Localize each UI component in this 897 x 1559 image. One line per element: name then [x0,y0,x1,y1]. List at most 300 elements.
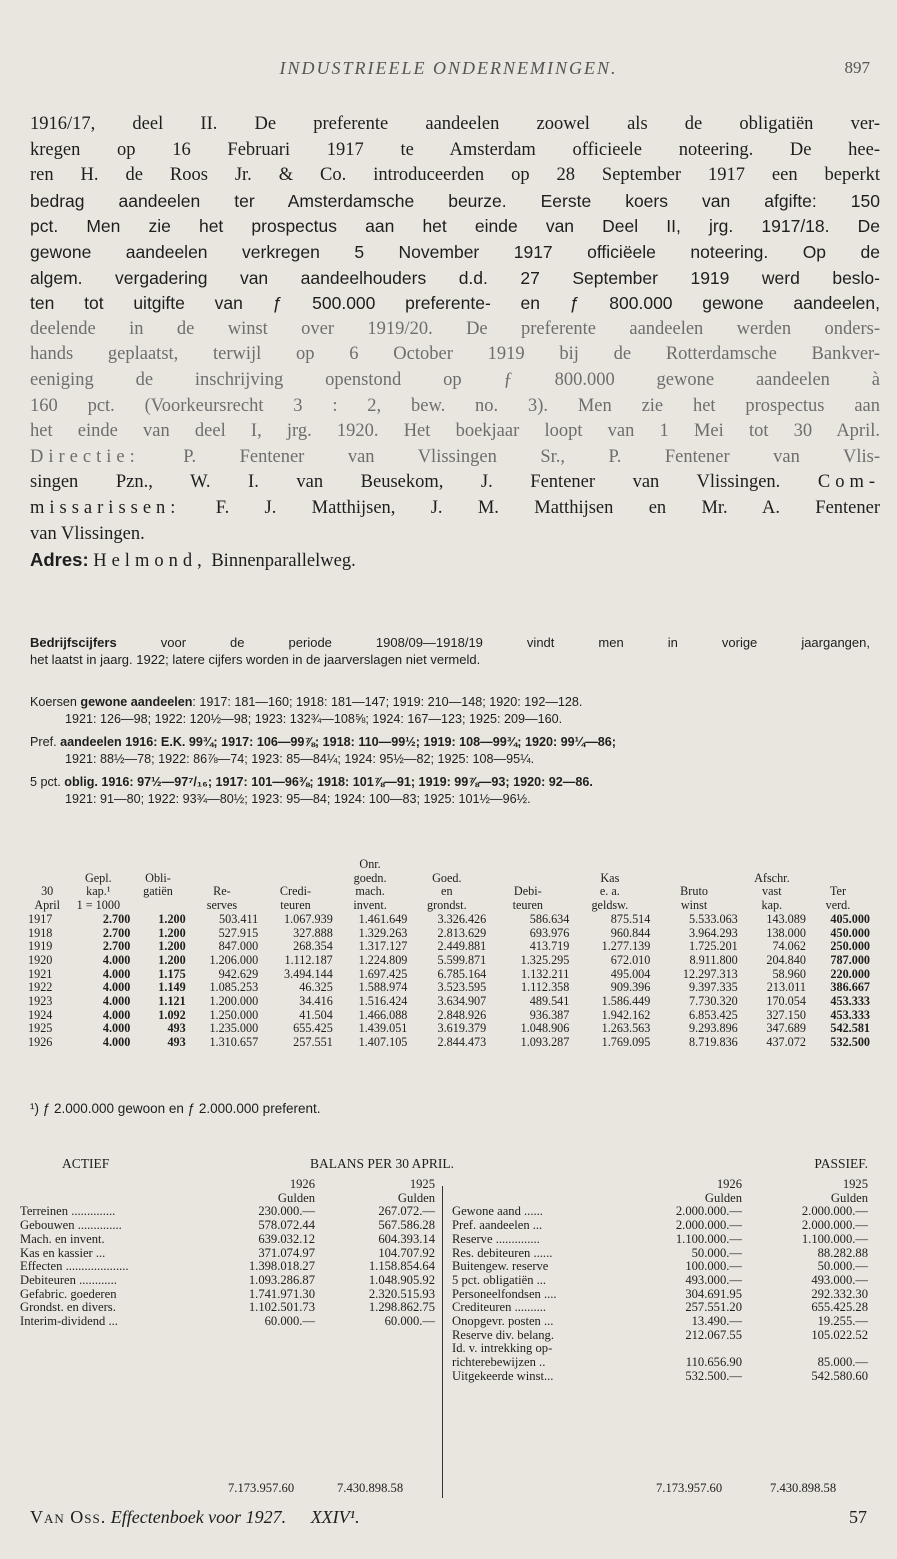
table-cell: 143.089 [766,911,806,926]
header-cell [28,872,66,886]
balance-item: Reserve .............. [452,1231,540,1246]
text-line: ten tot uitgifte van ƒ 500.000 preferente- en ƒ 800.000 gewone aandeelen, [30,293,880,314]
balance-row [452,1274,868,1288]
table-cell: 909.396 [610,980,651,995]
balance-item: Onopgevr. posten ... [452,1314,554,1329]
balance-sheet [20,1156,868,1495]
balance-row [452,1370,868,1384]
table-cell: 1.112.358 [521,980,570,995]
text-line: 1916/17, deel II. De preferente aandeelen zoowel als de obligatiën ver- [30,114,880,134]
header-cell: 1 = 1000 [76,898,121,913]
balance-item: Uitgekeerde winst... [452,1368,554,1383]
table-cell: 1.769.095 [601,1035,651,1050]
table-cell: 5.599.871 [437,952,487,967]
financial-table-header [28,858,870,913]
balance-value: 110.656.90 [685,1355,742,1370]
blank-cell [452,1178,642,1192]
table-cell: 1.329.263 [358,925,408,940]
table-cell: 942.629 [218,966,259,981]
table-cell: 1.149 [158,980,186,995]
balance-value: 257.551.20 [685,1300,742,1315]
text-line: 160 pct. (Voorkeursrecht 3 : 2, bew. no. 3). Men zie het prospectus aan [30,395,880,416]
table-cell: 1.516.424 [358,994,408,1009]
year-row [452,1178,868,1192]
header-cell [130,858,185,872]
table-cell: 1.725.201 [689,939,738,954]
company-description [30,112,880,575]
table-cell: 1922 [28,980,53,995]
balans-title: BALANS PER 30 APRIL. [310,1156,455,1171]
balance-value: 1.102.501.73 [248,1300,315,1315]
header-cell: Onr. [359,857,381,871]
header-cell: kap.¹ [86,884,111,899]
column-divider [442,1186,443,1498]
table-cell: 2.700 [102,939,131,954]
balance-item: richterebewijzen .. [452,1355,546,1370]
table-row [28,995,870,1009]
pref-label: Pref. [30,735,57,749]
table-cell: 4.000 [102,994,131,1009]
passief-heading: PASSIEF. [814,1156,868,1171]
balance-value: 2.000.000.— [801,1218,868,1233]
table-cell: 1.942.162 [601,1007,651,1022]
text-line: ren H. de Roos Jr. & Co. introduceerden op 28 September 1917 een beperkt [30,165,880,186]
balance-row [452,1219,868,1233]
header-cell [66,858,130,872]
text-line: eeniging de inschrijving openstond op ƒ 800.000 gewone aandeelen à [30,369,880,390]
table-cell: 1.439.051 [358,1021,408,1036]
directie-line-2 [30,470,880,496]
table-cell: 1920 [28,952,53,967]
passief-table [452,1178,868,1384]
table-cell: 1.277.139 [601,939,651,954]
header-cell: Debi- [513,884,542,899]
table-cell: 1.466.088 [358,1007,408,1022]
text-line: pct. Men zie het prospectus aan het einde van Deel II, jrg. 1917/18. De [30,216,880,237]
header-cell [738,858,806,872]
header-cell: Ter [829,884,846,899]
table-cell: 493 [167,1021,186,1036]
balance-value: 105.022.52 [811,1327,868,1342]
table-cell: 4.000 [102,980,131,995]
text-line: deelende in de winst over 1919/20. De preferente aandeelen werden onders- [30,318,880,339]
table-cell: 453.333 [830,1007,870,1022]
balance-value: 493.000.— [811,1272,868,1287]
adres-line [30,547,880,575]
table-cell: 3.964.293 [689,925,738,940]
table-cell: 1.263.563 [601,1021,651,1036]
header-cell: Gepl. [84,870,112,885]
header-cell [806,858,870,872]
table-cell: 34.416 [299,994,333,1009]
table-cell: 138.000 [766,925,806,940]
table-cell: 3.634.907 [437,994,487,1009]
balance-item: Gefabric. goederen [20,1286,117,1301]
table-cell: 8.719.836 [689,1035,738,1050]
table-cell: 960.844 [610,925,651,940]
table-cell: 1926 [28,1035,53,1050]
header-cell: kap. [761,898,783,913]
balance-item: Res. debiteuren ...... [452,1245,553,1260]
balance-row [20,1288,435,1302]
koers-bold: gewone aandeelen [76,695,193,709]
balance-value: 1.093.286.87 [248,1272,315,1287]
table-cell: 3.494.144 [284,966,333,981]
table-cell: 1.250.000 [209,1007,259,1022]
balance-row [20,1301,435,1315]
table-cell: 453.333 [830,994,870,1009]
balance-value: 50.000.— [691,1245,742,1260]
table-cell: 1919 [28,939,53,954]
table-cell: 4.000 [102,966,131,981]
balance-item: Pref. aandeelen ... [452,1218,543,1233]
header-cell [258,872,333,886]
adres-label: Adres: [30,549,89,571]
header-cell: winst [680,898,708,913]
header-cell: mach. [355,884,385,899]
balance-item: Id. v. intrekking op- [452,1341,553,1356]
table-cell: 3.523.595 [437,980,487,995]
text-line: het einde van deel I, jrg. 1920. Het boekjaar loopt van 1 Mei tot 30 April. [30,421,880,442]
table-cell: 1.697.425 [358,966,408,981]
header-cell: Credi- [279,884,312,899]
table-cell: 4.000 [102,1035,131,1050]
balance-value: 304.691.95 [685,1286,742,1301]
page-number: 897 [844,58,870,77]
table-cell: 450.000 [830,925,870,940]
table-cell: 2.449.881 [437,939,487,954]
balance-item: 5 pct. obligatiën ... [452,1272,547,1287]
year-cell: 1926 [289,1177,315,1191]
year-cell: 1926 [716,1177,742,1191]
table-cell: 12.297.313 [682,966,738,981]
table-cell: 493 [167,1035,186,1050]
table-cell: 1917 [28,911,53,926]
table-cell: 8.911.800 [689,952,738,967]
table-cell: 257.551 [293,1035,333,1050]
balance-item: Mach. en invent. [20,1231,105,1246]
header-cell: grondst. [427,898,467,913]
balance-value: 532.500.— [685,1368,742,1383]
table-cell: 1.092 [158,1007,186,1022]
table-cell: 7.730.320 [689,994,738,1009]
table-cell: 1.121 [158,994,186,1009]
table-cell: 1.085.253 [209,980,259,995]
table-cell: 2.700 [102,911,131,926]
header-cell [569,858,650,872]
table-cell: 936.387 [529,1007,570,1022]
table-cell: 1.175 [158,966,186,981]
table-cell: 1.112.187 [284,952,333,967]
unit-row [452,1192,868,1206]
balance-row [20,1233,435,1247]
bedrijfscijfers-note [30,634,870,668]
table-cell: 204.840 [766,952,806,967]
table-cell: 655.425 [293,1021,333,1036]
balance-value: 100.000.— [685,1259,742,1274]
text-line: hands geplaatst, terwijl op 6 October 1919 bij de Rotterdamsche Bankver- [30,344,880,365]
balance-value: 655.425.28 [811,1300,868,1315]
table-cell: 1.132.211 [521,966,570,981]
unit-cell: Gulden [830,1190,868,1205]
table-cell: 1.200 [158,911,186,926]
commissarissen-line-3: van Vlissingen. [30,523,145,544]
adres-place: Helmond, [93,551,207,572]
header-cell: gatiën [143,884,173,899]
adres-street: Binnenparallelweg. [206,551,356,572]
koers-line-2: 1921: 126—98; 1922: 120½—98; 1923: 132¾—108⅝; 1924: 167—123; 1925: 209—160. [65,712,563,726]
table-cell: 847.000 [218,939,259,954]
table-cell: 1924 [28,1007,53,1022]
table-row [28,927,870,941]
balance-value [742,1342,868,1356]
balance-row [20,1260,435,1274]
balance-value: 2.320.515.93 [368,1286,435,1301]
pref-line-2: 1921: 88½—78; 1922: 86⅞—74; 1923: 85—84¼; 1924: 95½—82; 1925: 108—95¼. [65,752,535,766]
table-cell: 1918 [28,925,53,940]
table-cell: 489.541 [529,994,570,1009]
balance-item: Personeelfondsen .... [452,1286,557,1301]
header-cell: Goed. [432,870,462,885]
balance-item: Kas en kassier ... [20,1245,106,1260]
table-cell: 875.514 [610,911,651,926]
table-cell: 495.004 [610,966,651,981]
header-cell [258,858,333,872]
balance-value: 493.000.— [685,1272,742,1287]
table-row [28,968,870,982]
table-cell: 386.667 [830,980,870,995]
bedrijfscijfers-text-2: het laatst in jaarg. 1922; latere cijfers worden in de jaarverslagen niet vermeld. [30,652,481,667]
balance-row [452,1356,868,1370]
balance-value: 578.072.44 [258,1218,315,1233]
blank-cell [20,1192,215,1206]
balance-value: 60.000.— [384,1314,435,1329]
table-cell: 532.500 [830,1035,870,1050]
balance-value: 639.032.12 [258,1231,315,1246]
header-cell: serves [206,898,238,913]
balance-row [20,1315,435,1329]
header-cell [407,858,486,872]
balance-row [452,1342,868,1356]
balance-value: 1.158.854.64 [368,1259,435,1274]
header-cell: Afschr. [754,870,790,885]
directie-line [30,445,880,471]
table-cell: 2.844.473 [437,1035,487,1050]
table-cell: 437.072 [766,1035,806,1050]
text-line: kregen op 16 Februari 1917 te Amsterdam officieele noteering. De hee- [30,139,880,160]
header-row [28,885,870,899]
balance-value: 542.580.60 [811,1368,868,1383]
balance-value: 292.332.30 [811,1286,868,1301]
balance-item: Gewone aand ...... [452,1204,543,1219]
year-cell: 1925 [409,1177,435,1191]
balance-item: Terreinen .............. [20,1204,116,1219]
table-cell: 268.354 [293,939,333,954]
oblig-bold: oblig. 1916: 97½—97⁷/₁₆; 1917: 101—96⅜; 1918: 101⅞—91; 1919: 99⅞—93; 1920: 92—86. [60,775,593,789]
unit-cell: Gulden [277,1190,315,1205]
table-cell: 405.000 [830,911,870,926]
table-cell: 58.960 [772,966,806,981]
balance-row [452,1247,868,1261]
header-cell: vast [762,884,782,899]
balance-item: Effecten .................... [20,1259,129,1274]
table-cell: 1.200 [158,952,186,967]
table-cell: 9.293.896 [689,1021,738,1036]
table-cell: 1.407.105 [358,1035,408,1050]
table-cell: 586.634 [529,911,570,926]
header-cell: Bruto [680,884,708,899]
balance-value: 50.000.— [817,1259,868,1274]
table-cell: 1.310.657 [209,1035,259,1050]
balance-value: 2.000.000.— [801,1204,868,1219]
table-cell: 250.000 [830,939,870,954]
table-row [28,1009,870,1023]
header-cell: Kas [600,870,620,885]
balance-row [20,1274,435,1288]
header-cell: Obli- [145,870,171,885]
commissarissen-names: F. J. Matthijsen, J. M. Matthijsen en Mr. A. Fentener [180,497,880,518]
balance-item: Reserve div. belang. [452,1327,554,1342]
koersen-block [30,694,875,808]
table-cell: 1.317.127 [358,939,408,954]
balance-row [452,1205,868,1219]
balance-item: Grondst. en divers. [20,1300,116,1315]
table-cell: 4.000 [102,952,131,967]
header-cell: en [441,884,453,899]
balance-row [452,1260,868,1274]
unit-cell: Gulden [397,1190,435,1205]
table-cell: 787.000 [830,952,870,967]
text-line: gewone aandeelen verkregen 5 November 1917 officiëele noteering. Op de [30,241,880,262]
directie-names-2: singen Pzn., W. I. van Beusekom, J. Fentener van Vlissingen. [30,472,818,493]
table-cell: 3.619.379 [437,1021,487,1036]
header-row [28,858,870,872]
table-cell: 1.067.939 [284,911,333,926]
header-cell: e. a. [599,884,620,899]
balance-value [642,1342,742,1356]
balance-value: 1.048.905.92 [368,1272,435,1287]
table-cell: 347.689 [766,1021,806,1036]
table-cell: 6.785.164 [437,966,487,981]
balance-row [20,1205,435,1219]
header-cell [186,858,258,872]
table-cell: 1.206.000 [209,952,259,967]
header-cell [650,872,737,886]
table-cell: 527.915 [218,925,259,940]
table-cell: 1.235.000 [209,1021,259,1036]
bedrijfscijfers-label: Bedrijfscijfers [30,635,117,650]
balance-item: Gebouwen .............. [20,1218,122,1233]
balance-value: 19.255.— [817,1314,868,1329]
header-cell: goedn. [353,870,387,885]
header-cell: Re- [213,884,231,899]
table-cell: 220.000 [830,966,870,981]
balance-row [452,1315,868,1329]
balance-value: 2.000.000.— [675,1218,742,1233]
balance-row [452,1233,868,1247]
commissarissen-label-part: Com- [817,472,880,493]
blank-cell [20,1178,215,1192]
blank-cell [452,1192,642,1206]
table-cell: 2.813.629 [437,925,487,940]
table-cell: 46.325 [299,980,333,995]
volume: XXIV¹. [310,1507,360,1527]
header-cell: April [34,898,61,913]
balance-value: 1.398.018.27 [248,1259,315,1274]
publisher: Van Oss. [30,1507,107,1527]
header-cell [806,872,870,886]
balance-value: 1.298.862.75 [368,1300,435,1315]
table-cell: 1.200 [158,925,186,940]
table-cell: 693.976 [529,925,570,940]
table-cell: 4.000 [102,1021,131,1036]
table-row [28,954,870,968]
unit-row [20,1192,435,1206]
table-cell: 6.853.425 [689,1007,738,1022]
balance-value: 13.490.— [691,1314,742,1329]
koers-line-1: : 1917: 181—160; 1918: 181—147; 1919: 210—148; 1920: 192—128. [192,695,583,709]
table-cell: 74.062 [772,939,806,954]
passief-total-1926: 7.173.957.60 [656,1481,723,1495]
pref-bold: aandeelen 1916: E.K. 99¾; 1917: 106—99⅞; 1918: 110—99½; 1919: 108—99¾; 1920: 99¼—86; [56,735,616,749]
table-cell: 170.054 [766,994,806,1009]
directie-label: Directie: [30,446,140,467]
bedrijfscijfers-text-1: voor de periode 1908/09—1918/19 vindt men in vorige jaargangen, [116,635,870,650]
passief-total-1925: 7.430.898.58 [770,1481,837,1495]
table-cell: 1.048.906 [520,1021,570,1036]
table-cell: 213.011 [766,980,806,995]
table-cell: 4.000 [102,1007,131,1022]
table-cell: 2.700 [102,925,131,940]
balance-value: 267.072.— [378,1204,435,1219]
running-title: INDUSTRIEELE ONDERNEMINGEN. [279,58,618,78]
balance-value: 1.741.971.30 [248,1286,315,1301]
koers-label: Koersen [30,695,77,709]
table-cell: 9.397.335 [689,980,738,995]
table-row [28,1022,870,1036]
header-cell: invent. [353,898,387,913]
running-header [0,58,897,88]
table-row [28,940,870,954]
header-cell [486,858,569,872]
commissarissen-line [30,496,880,522]
balance-row [452,1288,868,1302]
balance-row [452,1329,868,1343]
table-cell: 1.588.974 [358,980,408,995]
page-footer [30,1507,867,1531]
balance-value: 230.000.— [258,1204,315,1219]
header-cell [130,899,185,913]
table-cell: 1.224.809 [358,952,408,967]
balance-item: Interim-dividend ... [20,1314,118,1329]
header-row [28,872,870,886]
header-row [28,899,870,913]
sheet-number: 57 [849,1507,867,1527]
table-cell: 672.010 [610,952,651,967]
header-cell: 30 [41,884,54,899]
table-cell: 5.533.063 [689,911,738,926]
table-cell: 327.888 [293,925,333,940]
table-cell: 1.586.449 [601,994,651,1009]
table-row [28,1036,870,1050]
table-cell: 1.461.649 [358,911,408,926]
balance-value: 2.000.000.— [675,1204,742,1219]
header-cell: teuren [280,898,311,913]
table-cell: 1.093.287 [520,1035,570,1050]
text-line: algem. vergadering van aandeelhouders d.d. 27 September 1919 werd beslo- [30,267,880,288]
balance-value: 1.100.000.— [675,1231,742,1246]
balance-value: 85.000.— [817,1355,868,1370]
